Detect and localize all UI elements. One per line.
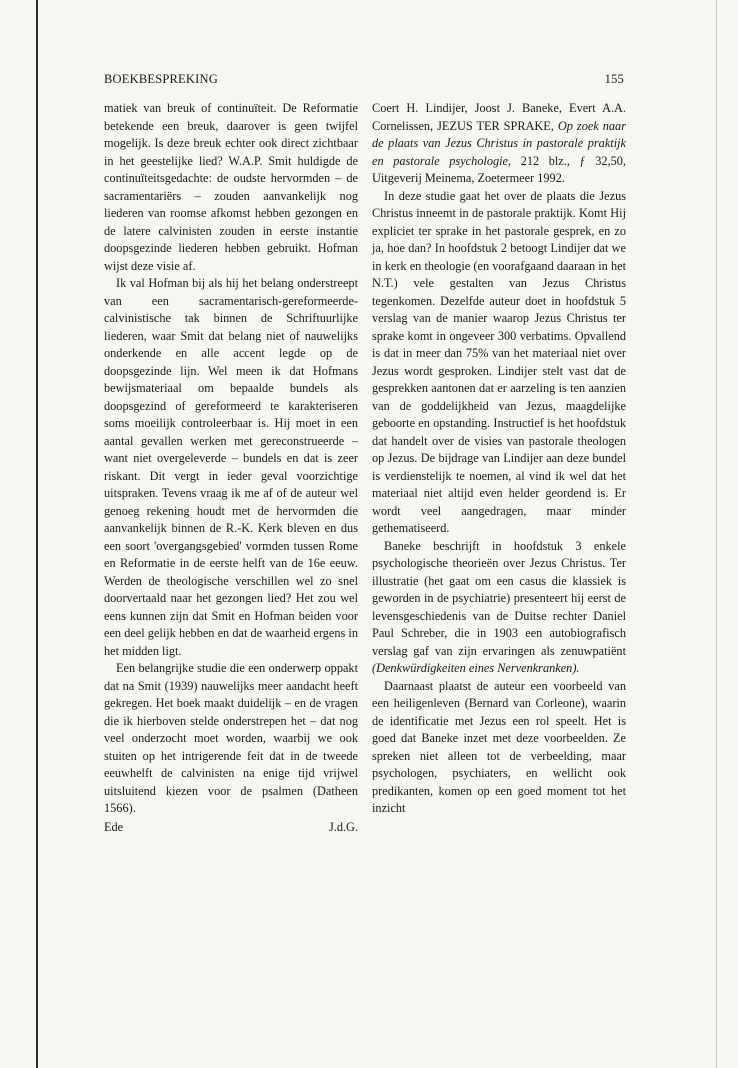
signature-initials: J.d.G. bbox=[328, 819, 358, 834]
page-edge-line bbox=[716, 0, 717, 1068]
book-reference: (Denkwürdigkeiten eines Nervenkranken). bbox=[372, 661, 580, 675]
paragraph: Ik val Hofman bij als hij het belang onderstreept van een sacramentarisch-gereformeerde-calvinistische tak binnen de Schriftuurlijke liederen, waar Smit dat belang niet of nauwelijks onderkende en alle accent legde op de doopsgezinde lijn. Wel meen ik dat Hofmans bewijsmateriaal om bepaalde bundels als doopsgezind of gereformeerd te karakteriseren soms moeilijk controleerbaar is. Hij moet in een aantal gevallen werken met gereconstrueerde – want niet overgeleverde – bundels en dat is zeer riskant. Dit vergt in ieder geval voorzichtige uitspraken. Tevens vraag ik me af of de auteur wel genoeg rekening houdt met de hervormden die aanvankelijk binnen de R.-K. Kerk bleven en dus een soort 'overgangsgebied' vormden tussen Rome en Reformatie in de eerste helft van de 16e eeuw. Werden de theologische verschillen wel zo snel doorvertaald naar het gezongen lied? Het zou wel eens kunnen zijn dat Smit en Hofman beiden voor een deel gelijk hebben en dat de waarheid ergens in het midden ligt. bbox=[104, 276, 358, 658]
paragraph: matiek van breuk of continuïteit. De Reformatie betekende een breuk, daarover is geen twijfel mogelijk. Is deze breuk echter ook direct zichtbaar in het geestelijke lied? W.A.P. Smit huldigde de continuïteitsgedachte: de oudste hervormden – de sacramentariërs – zouden aanvankelijk nog liederen van roomse afkomst hebben gezongen en de latere calvinisten zouden in eerste instantie doopsgezinde liederen hebben gebruikt. Hofman wijst deze visie af. bbox=[104, 101, 358, 273]
paragraph: Daarnaast plaatst de auteur een voorbeeld van een heiligenleven (Bernard van Corleone), waarin de identificatie met Jezus een rol speelt. Het is goed dat Baneke inzet met deze voorbeelden. Ze spreken niet alleen tot de verbeelding, maar psychologen, psychiaters, en wellicht ook predikanten, komen op een goed moment tot het inzicht bbox=[372, 678, 626, 815]
page-number: 155 bbox=[604, 72, 624, 86]
paragraph-text: Baneke beschrijft in hoofdstuk 3 enkele psychologische theorieën over Jezus Christus. Ter illustratie (het gaat om een casus die klassiek is geworden in de psychiatrie) presenteert hij eerst de levensgeschiedenis van de Duitse rechter Daniel Paul Schreber, die in 1903 een autobiografisch verslag gaf van zijn ervaringen als zenuwpatiënt bbox=[372, 538, 626, 658]
signature-place: Ede bbox=[104, 819, 124, 834]
paragraph bbox=[372, 538, 626, 678]
scan-margin-line bbox=[36, 0, 38, 1068]
book-citation bbox=[372, 100, 626, 188]
left-column bbox=[104, 100, 358, 836]
paragraph: Een belangrijke studie die een onderwerp oppakt dat na Smit (1939) nauwelijks meer aandacht heeft gekregen. Het boek maakt duidelijk – en de vragen die ik hierboven stelde onderstrepen het – dat nog veel onderzocht moet worden, waarbij we ook stuiten op het intrigerende feit dat in de tweede eeuwhelft de calvinisten na enige tijd vrijwel uitsluitend kiezen voor de psalmen (Datheen 1566). bbox=[104, 661, 358, 815]
citation-authors: Coert H. Lindijer, Joost J. Baneke, Evert A.A. Cornelissen, bbox=[372, 101, 626, 133]
citation-title: JEZUS TER SPRAKE, bbox=[437, 118, 554, 133]
citation-subtitle: Op zoek naar de plaats van Jezus Christus in pastorale praktijk en pastorale psychologie, bbox=[372, 118, 626, 168]
review-signature bbox=[104, 819, 358, 837]
section-title: BOEKBESPREKING bbox=[104, 72, 218, 86]
right-column bbox=[372, 100, 626, 818]
paragraph: In deze studie gaat het over de plaats die Jezus Christus inneemt in de pastorale praktijk. Komt Hij expliciet ter sprake in het pastorale gesprek, en zo ja, hoe dan? In hoofdstuk 2 betoogt Lindijer dat we in kerk en theologie (en voorafgaand daaraan in het N.T.) vele gestalten van Jezus Christus tegenkomen. Dezelfde auteur doet in hoofdstuk 5 verslag van de manier waarop Jezus Christus ter sprake komt in ongeveer 300 verbatims. Opvallend is dat in meer dan 75% van het materiaal niet over Jezus wordt gesproken. Lindijer stelt vast dat de gesprekken aantonen dat er aarzeling is ten aanzien van de goddelijkheid van Jezus, maagdelijke geboorte en opstanding. Instructief is het hoofdstuk dat handelt over de visies van pastorale theologen op Jezus. De bijdrage van Lindijer aan deze bundel is verdienstelijk te noemen, al vind ik wel dat het materiaal niet altijd even helder geordend is. Er wordt veel aangedragen, maar minder gethematiseerd. bbox=[372, 188, 626, 535]
citation-details: 212 blz., ƒ 32,50, Uitgeverij Meinema, Zoetermeer 1992. bbox=[372, 153, 626, 185]
